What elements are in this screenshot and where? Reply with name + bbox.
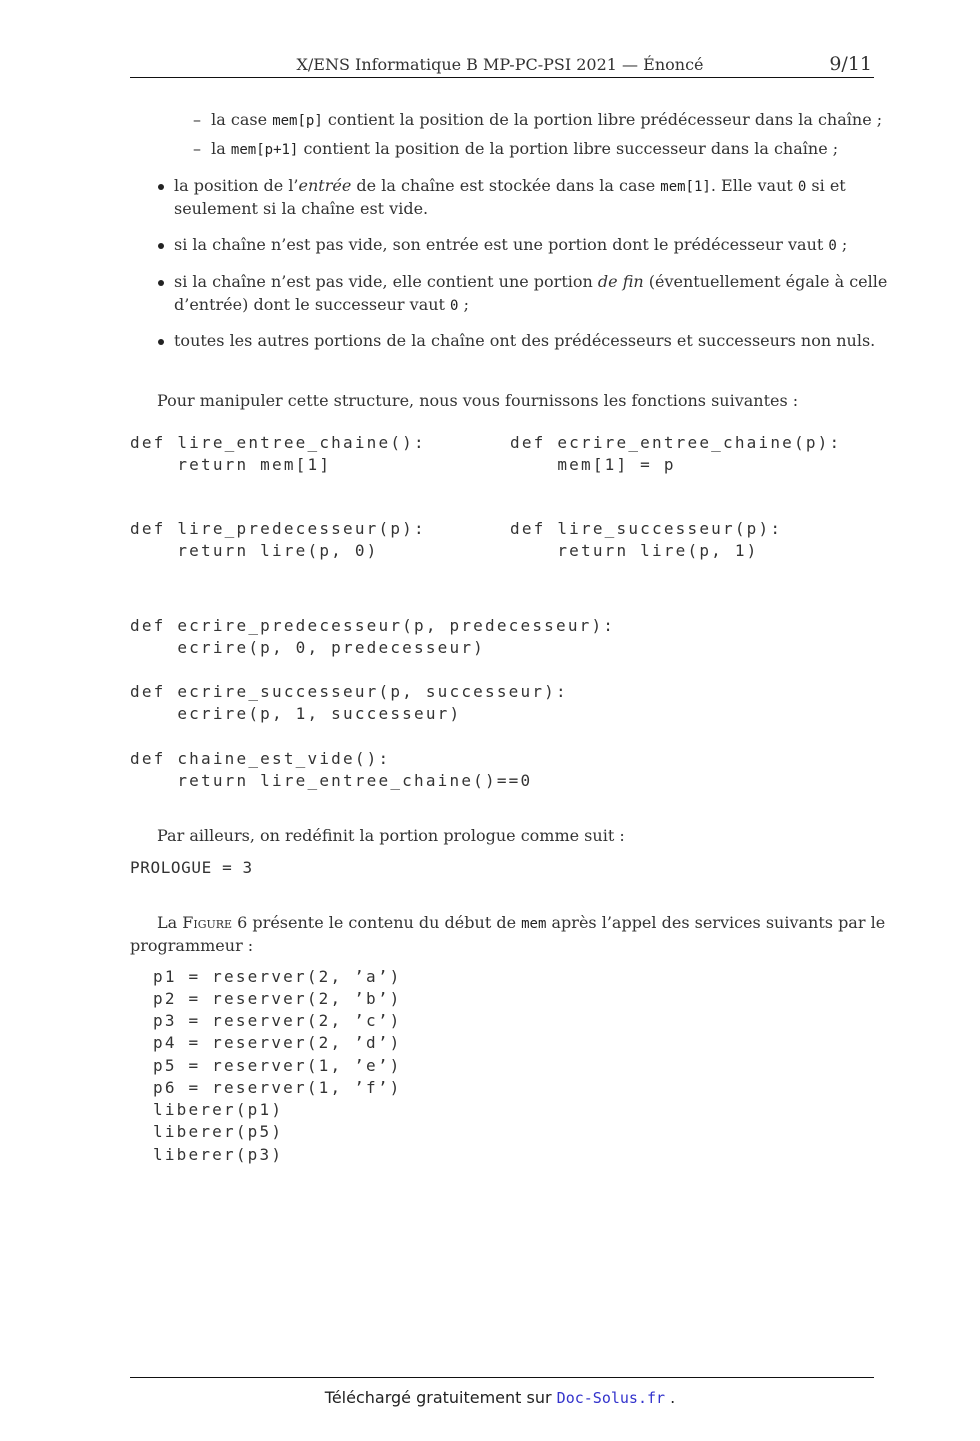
- code-call-line: p1 = reserver(2, ’a’): [153, 967, 402, 986]
- text: 6 présente le contenu du début de: [232, 913, 522, 932]
- text: si la chaîne n’est pas vide, son entrée est une portion dont le prédécesseur vaut: [174, 235, 829, 254]
- sub-bullet-2: [193, 139, 838, 158]
- paragraph-figure-6: [157, 913, 885, 932]
- bullet-dot: [158, 339, 164, 345]
- code-lire-predecesseur-body: return lire(p, 0): [130, 541, 379, 560]
- code-lire-entree-chaine-def: def lire_entree_chaine():: [130, 433, 426, 452]
- inline-code: 0: [828, 238, 837, 254]
- text: (éventuellement égale à celle: [643, 272, 888, 291]
- bullet-2: [174, 235, 847, 254]
- text: la: [211, 139, 231, 158]
- text: contient la position de la portion libre prédécesseur dans la chaîne ;: [322, 110, 883, 129]
- code-call-line: liberer(p3): [153, 1145, 284, 1164]
- inline-code: mem[1]: [660, 179, 711, 195]
- footer-link[interactable]: Doc-Solus.fr: [556, 1389, 666, 1407]
- footer: [0, 1388, 980, 1407]
- inline-code: 0: [797, 179, 807, 195]
- inline-code: mem[p]: [272, 113, 323, 129]
- text: d’entrée) dont le successeur vaut: [174, 295, 451, 314]
- text: la position de l’: [174, 176, 299, 195]
- code-call-line: p2 = reserver(2, ’b’): [153, 989, 402, 1008]
- code-ecrire-successeur-body: ecrire(p, 1, successeur): [130, 704, 462, 723]
- bullet-dot: [158, 243, 164, 249]
- bullet-4: toutes les autres portions de la chaîne ont des prédécesseurs et successeurs non nuls.: [174, 331, 876, 350]
- code-ecrire-predecesseur-def: def ecrire_predecesseur(p, predecesseur):: [130, 616, 616, 635]
- bullet-1-line-1: [174, 176, 846, 195]
- code-chaine-est-vide-def: def chaine_est_vide():: [130, 749, 391, 768]
- code-ecrire-predecesseur-body: ecrire(p, 0, predecesseur): [130, 638, 485, 657]
- bullet-3-line-1: [174, 272, 887, 291]
- text: après l’appel des services suivants par le: [546, 913, 886, 932]
- text: de la chaîne est stockée dans la case: [351, 176, 661, 195]
- emphasis: de fin: [597, 272, 644, 291]
- text: si la chaîne n’est pas vide, elle contient une portion: [174, 272, 598, 291]
- page-number: 9/11: [829, 53, 872, 75]
- paragraph-figure-6-line-2: programmeur :: [130, 936, 254, 955]
- code-call-line: p4 = reserver(2, ’d’): [153, 1033, 402, 1052]
- header-divider: [130, 77, 874, 78]
- code-lire-successeur-def: def lire_successeur(p):: [510, 519, 783, 538]
- code-call-line: p3 = reserver(2, ’c’): [153, 1011, 402, 1030]
- page-header-title: X/ENS Informatique B MP-PC-PSI 2021 — Énoncé: [296, 55, 704, 74]
- dash-marker: –: [193, 139, 201, 158]
- inline-code: mem: [521, 916, 547, 932]
- bullet-dot: [158, 280, 164, 286]
- code-ecrire-successeur-def: def ecrire_successeur(p, successeur):: [130, 682, 568, 701]
- inline-code: mem[p+1]: [230, 142, 299, 158]
- code-call-line: p6 = reserver(1, ’f’): [153, 1078, 402, 1097]
- code-prologue: PROLOGUE = 3: [130, 858, 253, 877]
- bullet-dot: [158, 184, 164, 190]
- code-call-line: liberer(p5): [153, 1122, 284, 1141]
- code-ecrire-entree-chaine-def: def ecrire_entree_chaine(p):: [510, 433, 842, 452]
- code-lire-predecesseur-def: def lire_predecesseur(p):: [130, 519, 426, 538]
- footer-end: .: [665, 1388, 676, 1407]
- footer-text: Téléchargé gratuitement sur: [324, 1388, 557, 1407]
- code-lire-successeur-body: return lire(p, 1): [510, 541, 759, 560]
- emphasis: entrée: [298, 176, 352, 195]
- code-chaine-est-vide-body: return lire_entree_chaine()==0: [130, 771, 533, 790]
- inline-code: 0: [450, 298, 459, 314]
- code-call-line: p5 = reserver(1, ’e’): [153, 1056, 402, 1075]
- figure-ref: Figure: [182, 913, 233, 932]
- paragraph-prologue: Par ailleurs, on redéfinit la portion prologue comme suit :: [157, 826, 625, 845]
- code-ecrire-entree-chaine-body: mem[1] = p: [510, 455, 676, 474]
- text: ;: [458, 295, 469, 314]
- bullet-3-line-2: [174, 295, 469, 314]
- text: . Elle vaut: [710, 176, 798, 195]
- bullet-1-line-2: seulement si la chaîne est vide.: [174, 199, 429, 218]
- text: contient la position de la portion libre successeur dans la chaîne ;: [298, 139, 839, 158]
- text: la case: [211, 110, 273, 129]
- text: ;: [836, 235, 848, 254]
- code-lire-entree-chaine-body: return mem[1]: [130, 455, 332, 474]
- text: si et: [806, 176, 846, 195]
- text: La: [157, 913, 183, 932]
- paragraph-intro-functions: Pour manipuler cette structure, nous vous fournissons les fonctions suivantes :: [157, 391, 799, 410]
- dash-marker: –: [193, 110, 201, 129]
- sub-bullet-1: [193, 110, 882, 129]
- footer-divider: [130, 1377, 874, 1378]
- code-call-line: liberer(p1): [153, 1100, 284, 1119]
